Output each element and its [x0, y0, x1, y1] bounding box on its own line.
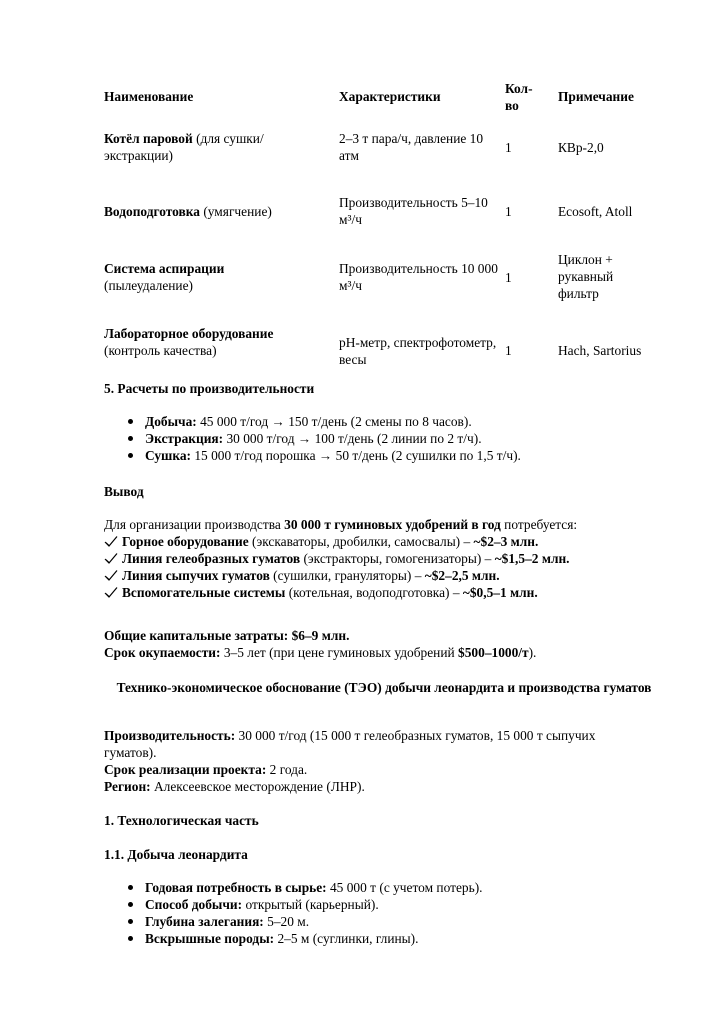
table-cell-note: Циклон + рукавный фильтр	[558, 252, 614, 301]
table-row	[104, 130, 664, 194]
table-cell-name: Котёл паровой (для сушки/экстракции)	[104, 131, 264, 163]
table-cell-spec: pH-метр, спектрофотометр, весы	[339, 335, 497, 367]
table-row	[104, 251, 664, 317]
teo-term: Срок реализации проекта: 2 года.	[104, 762, 308, 777]
table-cell-name: Лабораторное оборудование (контроль качества)	[104, 326, 274, 358]
list-item: Сушка: 15 000 т/год порошка → 50 т/день (2 сушилки по 1,5 т/ч).	[104, 447, 521, 464]
table-cell-qty: 1	[505, 343, 512, 358]
table-header: Кол-во	[505, 81, 533, 113]
table-cell-qty: 1	[505, 140, 512, 155]
list-item: Экстракция: 30 000 т/год → 100 т/день (2 линии по 2 т/ч).	[104, 430, 521, 447]
list-item: Годовая потребность в сырье: 45 000 т (с учетом потерь).	[104, 879, 483, 896]
performance-list	[104, 413, 521, 464]
payback-period: Срок окупаемости: 3–5 лет (при цене гуминовых удобрений $500–1000/т).	[104, 645, 537, 660]
table-cell-name: Система аспирации (пылеудаление)	[104, 261, 225, 293]
conclusion-intro: Для организации производства 30 000 т гуминовых удобрений в год потребуется:	[104, 517, 578, 532]
checklist-item: Линия сыпучих гуматов (сушилки, грануляторы) – ~$2–2,5 млн.	[104, 567, 570, 584]
capex-total: Общие капитальные затраты: $6–9 млн.	[104, 628, 350, 643]
checkmark-icon	[104, 584, 118, 601]
table-cell-spec: Производительность 5–10 м³/ч	[339, 195, 488, 227]
table-cell-name: Водоподготовка (умягчение)	[104, 204, 272, 219]
teo-productivity: Производительность: 30 000 т/год (15 000 т гелеобразных гуматов, 15 000 т сыпучих гуматов).	[104, 728, 596, 760]
table-cell-note: КВр-2,0	[558, 140, 604, 155]
section-heading: 5. Расчеты по производительности	[104, 381, 315, 396]
table-cell-spec: 2–3 т пара/ч, давление 10 атм	[339, 131, 484, 163]
table-cell-qty: 1	[505, 270, 512, 285]
checklist-item: Линия гелеобразных гуматов (экстракторы, гомогенизаторы) – ~$1,5–2 млн.	[104, 550, 570, 567]
checkmark-icon	[104, 567, 118, 584]
conclusion-heading: Вывод	[104, 484, 144, 499]
section-heading: 1.1. Добыча леонардита	[104, 847, 248, 862]
table-header: Характеристики	[339, 89, 441, 104]
teo-region: Регион: Алексеевское месторождение (ЛНР).	[104, 779, 365, 794]
table-cell-note: Ecosoft, Atoll	[558, 204, 633, 219]
teo-title: Технико-экономическое обоснование (ТЭО) добычи леонардита и производства гуматов	[116, 680, 652, 695]
checklist-item: Вспомогательные системы (котельная, водоподготовка) – ~$0,5–1 млн.	[104, 584, 570, 601]
list-item: Способ добычи: открытый (карьерный).	[104, 896, 483, 913]
checklist-item: Горное оборудование (экскаваторы, дробилки, самосвалы) – ~$2–3 млн.	[104, 533, 570, 550]
table-cell-spec: Производительность 10 000 м³/ч	[339, 261, 498, 293]
checkmark-icon	[104, 550, 118, 567]
mining-list	[104, 879, 483, 947]
table-cell-note: Hach, Sartorius	[558, 343, 642, 358]
checklist	[104, 533, 570, 601]
table-header: Наименование	[104, 89, 194, 104]
list-item: Вскрышные породы: 2–5 м (суглинки, глины).	[104, 930, 483, 947]
table-cell-qty: 1	[505, 204, 512, 219]
list-item: Добыча: 45 000 т/год → 150 т/день (2 смены по 8 часов).	[104, 413, 521, 430]
equipment-table	[104, 76, 664, 385]
table-row	[104, 325, 664, 385]
checkmark-icon	[104, 533, 118, 550]
list-item: Глубина залегания: 5–20 м.	[104, 913, 483, 930]
table-row	[104, 194, 664, 242]
table-header: Примечание	[558, 89, 634, 104]
table-header-row	[104, 76, 664, 116]
section-heading: 1. Технологическая часть	[104, 813, 259, 828]
